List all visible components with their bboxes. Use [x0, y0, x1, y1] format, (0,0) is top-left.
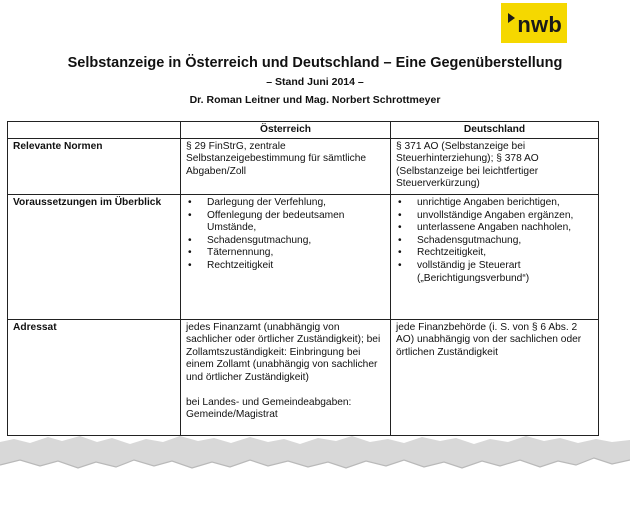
header-empty: [8, 122, 181, 139]
header-deutschland: Deutschland: [391, 122, 599, 139]
row-label-voraussetzungen: Voraussetzungen im Überblick: [8, 194, 181, 319]
row-label-normen: Relevante Normen: [8, 138, 181, 194]
header-oesterreich: Österreich: [181, 122, 391, 139]
table-row: [8, 138, 599, 194]
cell-voraussetzungen-de: [391, 194, 599, 319]
document-subtitle: – Stand Juni 2014 –: [266, 76, 364, 88]
nwb-logo: [501, 3, 567, 43]
list-item: • Offenlegung der bedeutsamen Umstände,: [186, 210, 385, 235]
list-item: • Schadensgutmachung,: [186, 235, 385, 248]
cell-adressat-at: [181, 319, 391, 435]
adressat-at-paragraph-2: bei Landes- und Gemeindeabgaben: Gemeinde/Magistrat: [186, 396, 352, 421]
torn-paper-edge: [0, 420, 630, 507]
table-row: [8, 319, 599, 435]
list-item: • unrichtige Angaben berichtigen,: [396, 197, 593, 210]
adressat-at-paragraph-1: jedes Finanzamt (unabhängig von sachlicher oder örtlicher Zuständigkeit); bei Zollamtszuständigkeit: Einbringung bei einem Zollamt (unabhängig von sachlicher und örtlicher Zuständigkeit): [186, 321, 381, 383]
logo-arrow-icon: [508, 13, 515, 23]
table-row: [8, 194, 599, 319]
row-label-adressat: Adressat: [8, 319, 181, 435]
cell-voraussetzungen-at: [181, 194, 391, 319]
logo-text: nwb: [517, 12, 562, 37]
paragraph-spacer: [186, 385, 385, 397]
list-item: • Schadensgutmachung,: [396, 235, 593, 248]
cell-adressat-de: jede Finanzbehörde (i. S. von § 6 Abs. 2 AO) unabhängig von der sachlichen oder örtlichen Zuständigkeit: [391, 319, 599, 435]
list-item: • Rechtzeitigkeit,: [396, 247, 593, 260]
list-item: • Darlegung der Verfehlung,: [186, 197, 385, 210]
list-item: • Täternennung,: [186, 247, 385, 260]
list-item: • vollständig je Steuerart („Berichtigungsverbund“): [396, 260, 593, 285]
cell-normen-at: § 29 FinStrG, zentrale Selbstanzeigebestimmung für sämtliche Abgaben/Zoll: [181, 138, 391, 194]
cell-normen-de: § 371 AO (Selbstanzeige bei Steuerhinterziehung); § 378 AO (Selbstanzeige bei leichtfertiger Steuerverkürzung): [391, 138, 599, 194]
bullet-list-at: [186, 197, 385, 273]
comparison-table: [7, 121, 599, 436]
document-authors: Dr. Roman Leitner und Mag. Norbert Schrottmeyer: [189, 94, 441, 106]
table-header-row: [8, 122, 599, 139]
list-item: • unvollständige Angaben ergänzen,: [396, 210, 593, 223]
list-item: • unterlassene Angaben nachholen,: [396, 222, 593, 235]
document-title: Selbstanzeige in Österreich und Deutschland – Eine Gegenüberstellung: [67, 55, 563, 71]
list-item: • Rechtzeitigkeit: [186, 260, 385, 273]
bullet-list-de: [396, 197, 593, 285]
